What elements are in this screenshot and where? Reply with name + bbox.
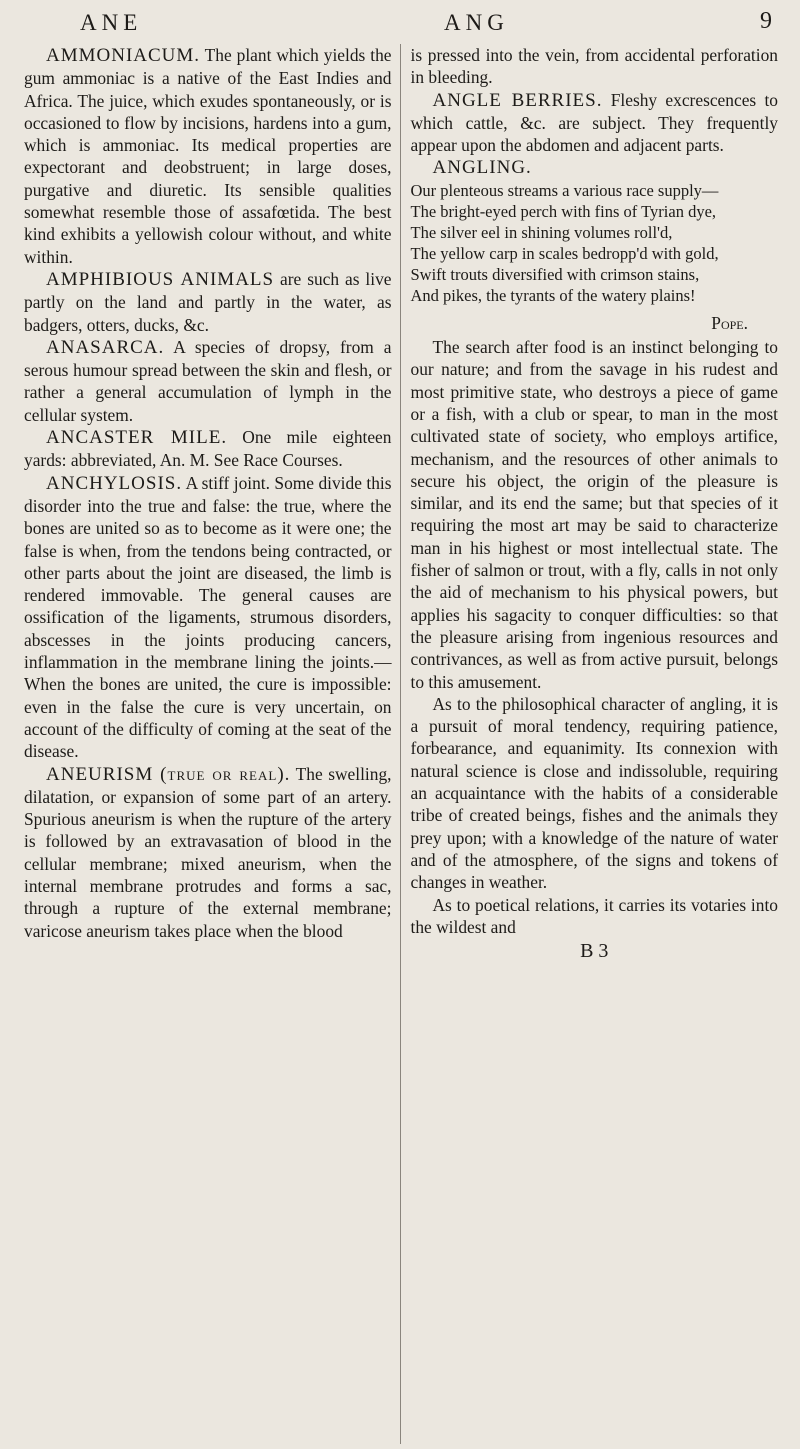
header-right-guideword: ANG: [444, 10, 509, 35]
aneurism-continuation: is pressed into the vein, from accidental perforation in bleeding.: [410, 45, 778, 88]
entry-text: A species of dropsy, from a serous humour spread between the skin and flesh, or rather a general accumulation of lymph in the cellular system.: [24, 336, 392, 425]
angling-paragraph: As to the philosophical character of angling, it is a pursuit of moral tendency, requiring patience, forbearance, and equanimity. Its connexion with natural science is close and indissoluble, requiring an acquaintance with the habits of a considerable tribe of created beings, fishes and the animals they prey upon; with a knowledge of the nature of water and of the atmosphere, of the signs and tokens of changes in weather.: [410, 693, 778, 893]
poem-line: Our plenteous streams a various race supply—: [410, 180, 719, 200]
angling-paragraph: The search after food is an instinct belonging to our nature; and from the savage in his rudest and most primitive state, who destroys a piece of game or a fish, with a club or spear, to man in the most cultivated state of society, who employs artifice, mechanism, and the resources of other animals to secure his object, the origin of the pleasure is similar, and its end the same; but that species of it requiring the most art may be said to characterize man in his highest or most intellectual state. The fisher of salmon or trout, with a fly, calls in not only the aid of mechanism to his physical powers, but applies his sagacity to conquer difficulties: so that the pleasure arising from ingenious resources and contrivances, as well as from active pursuit, belongs to this amusement.: [410, 337, 778, 692]
column-rule: [400, 44, 401, 1444]
poem-line: The bright-eyed perch with fins of Tyrian dye,: [410, 201, 717, 221]
entry-anasarca: [24, 336, 392, 426]
entry-headword: ANCHYLOSIS.: [46, 472, 183, 494]
poem-line: Swift trouts diversified with crimson stains,: [410, 264, 700, 284]
two-column-body: [24, 44, 778, 1444]
right-column: [407, 44, 779, 1444]
running-header: [24, 8, 778, 44]
poem-line: The silver eel in shining volumes roll'd,: [410, 222, 673, 242]
poem-line: And pikes, the tyrants of the watery plains!: [410, 285, 696, 305]
entry-ammoniacum: [24, 44, 392, 268]
page-number: 9: [760, 8, 772, 34]
entry-text: A stiff joint. Some divide this disorder into the true and false: the true, where the bones are united so as to become as it were one; the false is when, from the tendons being contracted, or other parts about the joint are diseased, the limb is rendered immovable. The general causes are ossification of the ligaments, strumous disorders, abscesses in the joints producing cancers, inflammation in the membrane lining the joints.—When the bones are united, the cure is impossible: even in the false the cure is very uncertain, on account of the difficulty of coming at the seat of the disease.: [24, 472, 392, 762]
entry-text: The swelling, dilatation, or expansion of some part of an artery. Spurious aneurism is when the rupture of the artery is followed by an extravasation of blood in the cellular membrane; mixed aneurism, when the internal membrane protrudes and forms a sac, through a rupture of the external membrane; varicose aneurism takes place when the blood: [24, 763, 392, 941]
entry-ancaster-mile: [24, 426, 392, 472]
entry-headword: ANCASTER MILE.: [46, 427, 228, 449]
entry-headword: AMPHIBIOUS ANIMALS: [46, 268, 275, 290]
entry-headword: ANEURISM (true or real).: [46, 763, 291, 785]
entry-anchylosis: [24, 472, 392, 763]
entry-amphibious-animals: [24, 268, 392, 336]
entry-angling-headword: ANGLING.: [432, 157, 532, 179]
poem-attribution: Pope.: [711, 312, 748, 333]
entry-headword: ANGLE BERRIES.: [432, 89, 603, 111]
header-left-guideword: ANE: [80, 10, 143, 35]
entry-text: One mile eighteen yards: abbreviated, An. M. See Race Courses.: [24, 427, 392, 471]
entry-aneurism: [24, 763, 392, 942]
poem-quotation: [411, 180, 779, 306]
entry-angle-berries: [411, 89, 779, 157]
angling-paragraph: As to poetical relations, it carries its votaries into the wildest and: [410, 894, 778, 937]
entry-text: The plant which yields the gum ammoniac is a native of the East Indies and Africa. The juice, which exudes spontaneously, or is occasioned to flow by incisions, hardens into a gum, which is ammoniac. Its medical properties are expectorant and deobstruent; in large doses, purgative and diuretic. Its sensible qualities somewhat resemble those of assafœtida. The best kind exhibits a yellowish colour without, and white within.: [24, 45, 392, 267]
poem-line: The yellow carp in scales bedropp'd with gold,: [410, 243, 719, 263]
entry-text: Fleshy excrescences to which cattle, &c. are subject. They frequently appear upon the abdomen and adjacent parts.: [410, 89, 779, 156]
entry-headword: AMMONIACUM.: [46, 45, 201, 66]
entry-headword: ANASARCA.: [46, 336, 165, 358]
signature-mark: B 3: [580, 940, 609, 963]
entry-text: are such as live partly on the land and partly in the water, as badgers, otters, ducks, &c.: [24, 268, 392, 335]
left-column: [24, 44, 400, 1444]
